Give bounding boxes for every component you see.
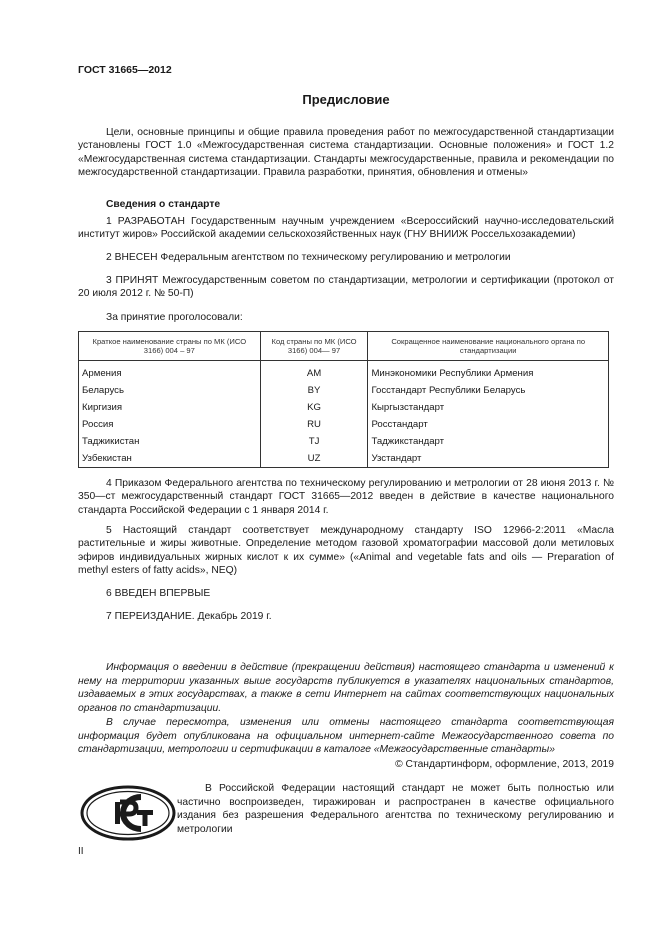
item-3	[78, 274, 614, 301]
item-5-text: 5 Настоящий стандарт соответствует международному стандарту ISO 12966-2:2011 «Масла растительные и жиры животные. Определение методом газовой хроматографии массовой доли метиловых эфиров индивидуальных жирных кислот к их сумме» («Animal and vegetable fats and oils — Preparation of methyl esters of fatty acids», NEQ)	[78, 525, 614, 576]
table-row	[79, 416, 609, 433]
page-title: Предисловие	[302, 92, 390, 107]
item-4-text: 4 Приказом Федерального агентства по техническому регулированию и метрологии от 28 июня 2013 г. № 350—ст межгосударственный стандарт ГОСТ 31665—2012 введен в действие в качестве национального стандарта Российской Федерации с 1 января 2014 г.	[78, 478, 614, 516]
rf-reproduction-notice-text: В Российской Федерации настоящий стандарт не может быть полностью или частично воспроизведен, тиражирован и распространен в качестве официального издания без разрешения Федерального агентства по техническому регулированию и метрологии	[177, 783, 614, 835]
info-paragraph-1-text: Информация о введении в действие (прекращении действия) настоящего стандарта и изменений к нему на территории указанных выше государств публикуется в указателях национальных стандартов, издаваемых в этих государствах, а также в сети Интернет на сайтах соответствующих национальных органов по стандартизации.	[78, 662, 614, 714]
votes-intro-text: За принятие проголосовали:	[106, 312, 243, 323]
country-cell: Россия	[79, 416, 261, 433]
column-header-code: Код страны по МК (ИСО 3166) 004— 97	[260, 332, 368, 361]
table-row	[79, 433, 609, 450]
item-6-text: 6 ВВЕДЕН ВПЕРВЫЕ	[106, 588, 211, 599]
body-cell: Росстандарт	[368, 416, 609, 433]
country-cell: Армения	[79, 361, 261, 383]
info-paragraph-2	[78, 716, 614, 757]
rf-reproduction-notice	[177, 782, 614, 836]
preface-intro-text: Цели, основные принципы и общие правила проведения работ по межгосударственной стандартизации установлены ГОСТ 1.0 «Межгосударственная система стандартизации. Основные положения» и ГОСТ 1.2 «Межгосударственная система стандартизации. Стандарты межгосударственные, правила и рекомендации по межгосударственной стандартизации. Правила разработки, принятия, обновления и отмены»	[78, 127, 614, 178]
body-cell: Госстандарт Республики Беларусь	[368, 382, 609, 399]
section-heading: Сведения о стандарте	[106, 199, 221, 210]
preface-intro	[78, 126, 614, 179]
item-2-text: 2 ВНЕСЕН Федеральным агентством по техническому регулированию и метрологии	[106, 252, 511, 263]
document-code: ГОСТ 31665—2012	[78, 64, 172, 76]
table-row	[79, 382, 609, 399]
page-number: II	[78, 846, 84, 857]
column-header-country: Краткое наименование страны по МК (ИСО 3166) 004 – 97	[79, 332, 261, 361]
column-header-body: Сокращенное наименование национального органа по стандартизации	[368, 332, 609, 361]
item-7-text: 7 ПЕРЕИЗДАНИЕ. Декабрь 2019 г.	[106, 611, 272, 622]
code-cell: RU	[260, 416, 368, 433]
voting-table	[78, 331, 609, 468]
country-cell: Беларусь	[79, 382, 261, 399]
info-paragraph-1	[78, 661, 614, 715]
code-cell: UZ	[260, 450, 368, 468]
item-1	[78, 215, 614, 242]
item-2	[78, 251, 614, 264]
table-row	[79, 361, 609, 383]
item-4	[78, 477, 614, 517]
body-cell: Минэкономики Республики Армения	[368, 361, 609, 383]
rst-logo-icon	[79, 784, 177, 842]
item-7	[78, 610, 614, 623]
item-6	[78, 587, 614, 600]
code-cell: BY	[260, 382, 368, 399]
table-row	[79, 450, 609, 468]
code-cell: KG	[260, 399, 368, 416]
code-cell: TJ	[260, 433, 368, 450]
copyright-notice: © Стандартинформ, оформление, 2013, 2019	[395, 759, 614, 770]
item-1-text: 1 РАЗРАБОТАН Государственным научным учреждением «Всероссийский научно-исследовательский институт жиров» Российской академии сельскохозяйственных наук (ГНУ ВНИИЖ Россельхозакадемии)	[78, 216, 614, 241]
country-cell: Таджикистан	[79, 433, 261, 450]
body-cell: Кыргызстандарт	[368, 399, 609, 416]
info-paragraph-2-text: В случае пересмотра, изменения или отмены настоящего стандарта соответствующая информация будет опубликована на официальном интернет-сайте Межгосударственного совета по стандартизации, метрологии и сертификации в каталоге «Межгосударственные стандарты»	[78, 717, 614, 756]
body-cell: Таджикстандарт	[368, 433, 609, 450]
body-cell: Узстандарт	[368, 450, 609, 468]
votes-intro	[78, 311, 614, 324]
code-cell: AM	[260, 361, 368, 383]
table-row	[79, 399, 609, 416]
country-cell: Киргизия	[79, 399, 261, 416]
country-cell: Узбекистан	[79, 450, 261, 468]
item-5	[78, 524, 614, 577]
item-3-text: 3 ПРИНЯТ Межгосударственным советом по стандартизации, метрологии и сертификации (протокол от 20 июля 2012 г. № 50-П)	[78, 275, 614, 300]
